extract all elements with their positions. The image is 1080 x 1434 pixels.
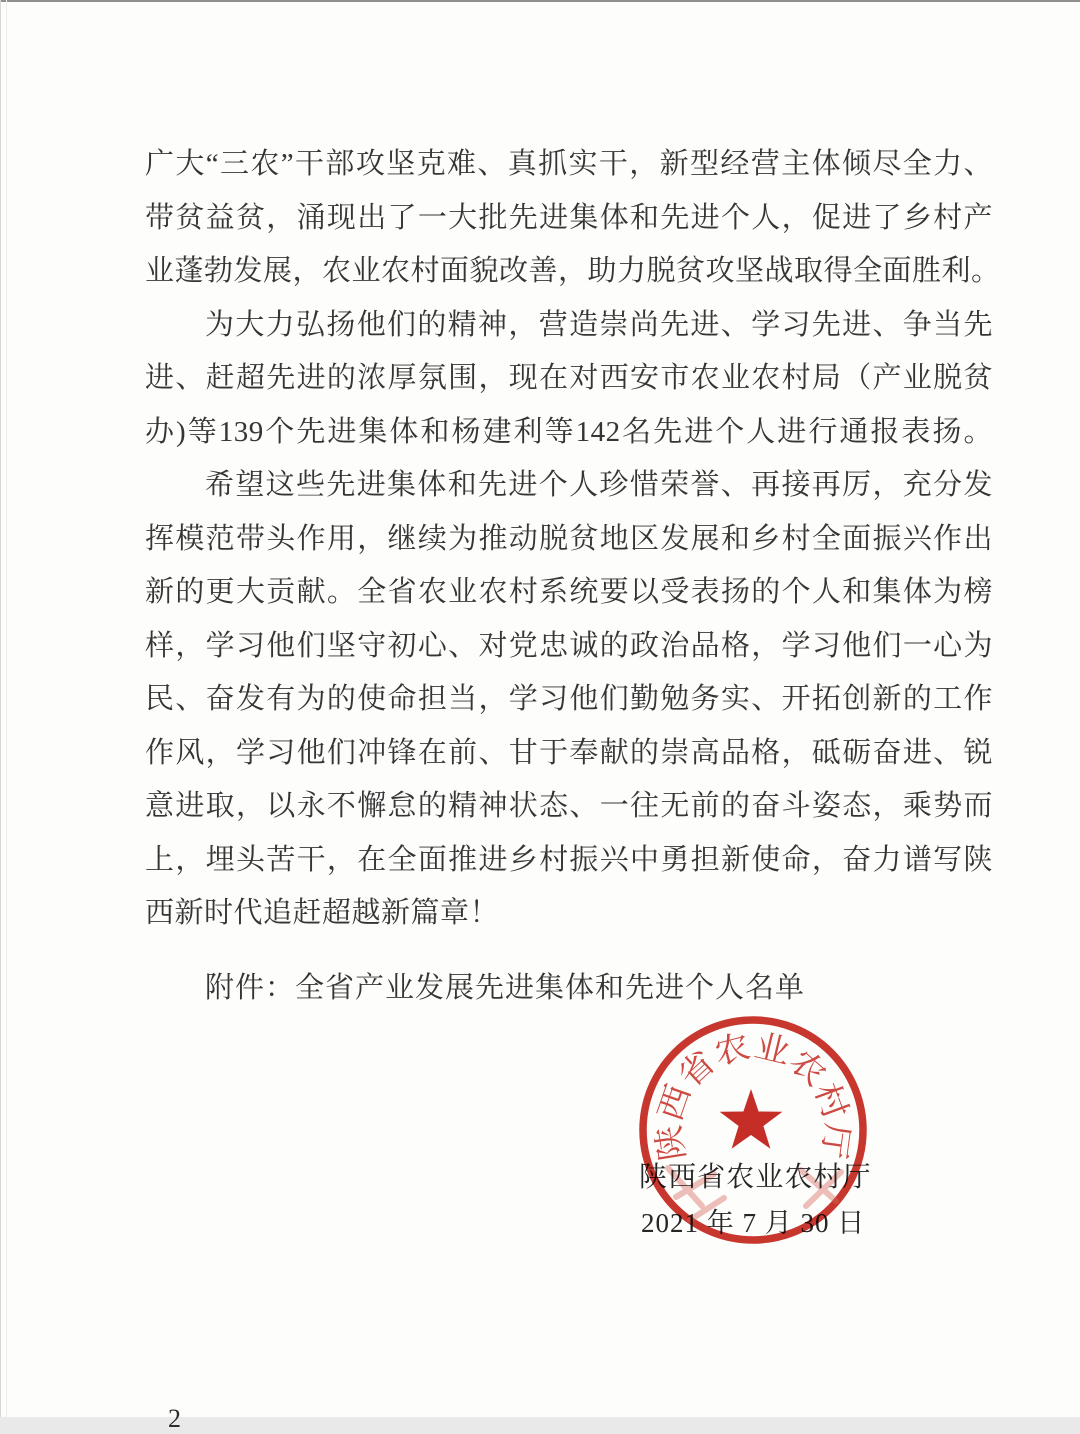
body-line: 广大“三农”干部攻坚克难、真抓实干，新型经营主体倾尽全力、 (145, 148, 993, 180)
body-line: 西新时代追赶超越新篇章！ (145, 897, 500, 929)
body-line: 办)等139个先进集体和杨建利等142名先进个人进行通报表扬。 (145, 415, 993, 448)
scan-left-border-line (0, 0, 1, 1417)
body-line: 为大力弘扬他们的精神，营造崇尚先进、学习先进、争当先 (205, 308, 993, 341)
issuer-signature: 陕西省农业农村厅 (639, 1162, 871, 1193)
body-line: 业蓬勃发展，农业农村面貌改善，助力脱贫攻坚战取得全面胜利。 (145, 255, 1001, 287)
body-line: 民、奋发有为的使命担当，学习他们勤勉务实、开拓创新的工作 (145, 683, 993, 715)
issue-date: 2021 年 7 月 30 日 (641, 1208, 866, 1238)
body-line: 样，学习他们坚守初心、对党忠诚的政治品格，学习他们一心为 (145, 629, 993, 662)
scan-left-edge-line (6, 0, 7, 1417)
seal-star-icon (720, 1089, 783, 1149)
body-line: 带贫益贫，涌现出了一大批先进集体和先进个人，促进了乡村产 (145, 201, 993, 234)
body-paragraphs (145, 138, 1001, 941)
body-line: 挥模范带头作用，继续为推动脱贫地区发展和乡村全面振兴作出 (145, 522, 993, 555)
seal-arc-text: 陕西省农业农村厅 (651, 1028, 855, 1163)
body-line: 希望这些先进集体和先进个人珍惜荣誉、再接再厉，充分发 (205, 469, 993, 501)
body-line: 进、赶超先进的浓厚氛围，现在对西安市农业农村局（产业脱贫 (145, 362, 993, 394)
body-line: 意进取，以永不懈怠的精神状态、一往无前的奋斗姿态，乘势而 (145, 790, 993, 822)
body-line: 新的更大贡献。全省农业农村系统要以受表扬的个人和集体为榜 (145, 576, 993, 608)
attachment-line: 附件：全省产业发展先进集体和先进个人名单 (205, 972, 806, 1004)
page-number: 2 (168, 1404, 181, 1433)
body-line: 上，埋头苦干，在全面推进乡村振兴中勇担新使命，奋力谱写陕 (145, 843, 993, 876)
svg-text:陕西省农业农村厅 (650, 1029, 854, 1163)
body-line: 作风，学习他们冲锋在前、甘于奉献的崇高品格，砥砺奋进、锐 (145, 736, 993, 769)
scan-top-edge-line (0, 0, 1080, 2)
